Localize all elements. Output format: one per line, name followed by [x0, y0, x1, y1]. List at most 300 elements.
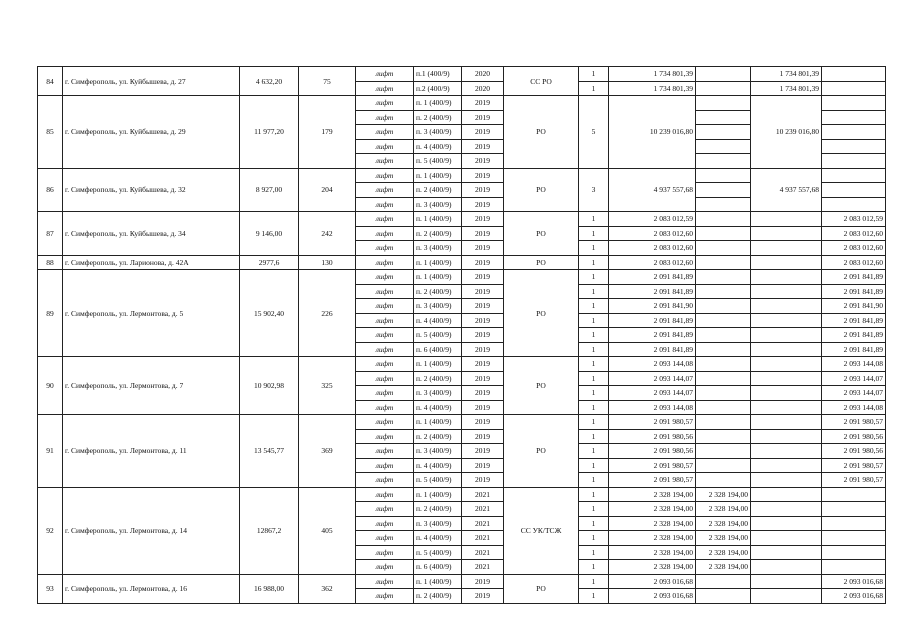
work-type: лифт: [356, 357, 414, 372]
cost-2021: 2 093 016,68: [822, 574, 886, 589]
funding-source: СС РО: [504, 67, 579, 96]
quantity: 1: [579, 226, 609, 241]
year: 2019: [462, 255, 504, 270]
year: 2019: [462, 400, 504, 415]
address: г. Симферополь, ул. Лермонтова, д. 14: [63, 487, 240, 574]
empty-cell: [751, 531, 822, 546]
year: 2019: [462, 197, 504, 212]
year: 2019: [462, 313, 504, 328]
empty-cell: [696, 574, 751, 589]
cost: 2 091 980,57: [609, 415, 696, 430]
quantity: 1: [579, 371, 609, 386]
empty-cell: [696, 67, 751, 82]
empty-cell: [751, 270, 822, 285]
area: 15 902,40: [240, 270, 299, 357]
quantity: 1: [579, 444, 609, 459]
year: 2019: [462, 429, 504, 444]
cost-2021: 2 091 841,89: [822, 313, 886, 328]
empty-cell: [822, 110, 886, 125]
work-type: лифт: [356, 371, 414, 386]
cost-2021: 2 091 841,89: [822, 342, 886, 357]
empty-cell: [751, 415, 822, 430]
work-type: лифт: [356, 81, 414, 96]
entrance: п. 5 (400/9): [414, 473, 462, 488]
empty-cell: [696, 139, 751, 154]
empty-cell: [696, 197, 751, 212]
year: 2021: [462, 487, 504, 502]
address: г. Симферополь, ул. Лермонтова, д. 16: [63, 574, 240, 603]
year: 2019: [462, 444, 504, 459]
empty-cell: [751, 560, 822, 575]
residents: 325: [299, 357, 356, 415]
work-type: лифт: [356, 125, 414, 140]
work-type: лифт: [356, 487, 414, 502]
table-row: [38, 574, 886, 589]
work-type: лифт: [356, 560, 414, 575]
empty-cell: [822, 560, 886, 575]
year: 2019: [462, 299, 504, 314]
work-type: лифт: [356, 139, 414, 154]
entrance: п. 4 (400/9): [414, 400, 462, 415]
cost-2021: 2 093 144,08: [822, 400, 886, 415]
cost: 2 093 144,07: [609, 386, 696, 401]
quantity: 1: [579, 386, 609, 401]
year: 2019: [462, 574, 504, 589]
work-type: лифт: [356, 299, 414, 314]
empty-cell: [751, 516, 822, 531]
cost-2021: 2 083 012,60: [822, 241, 886, 256]
cost: 2 091 980,57: [609, 458, 696, 473]
empty-cell: [696, 270, 751, 285]
cost: 2 091 841,89: [609, 313, 696, 328]
quantity: 1: [579, 212, 609, 227]
cost: 2 091 980,57: [609, 473, 696, 488]
funding-source: РО: [504, 415, 579, 488]
quantity: 1: [579, 589, 609, 604]
residents: 405: [299, 487, 356, 574]
area: 4 632,20: [240, 67, 299, 96]
empty-cell: [751, 386, 822, 401]
year: 2019: [462, 139, 504, 154]
entrance: п. 3 (400/9): [414, 197, 462, 212]
empty-cell: [751, 313, 822, 328]
row-number: 93: [38, 574, 63, 603]
work-type: лифт: [356, 328, 414, 343]
address: г. Симферополь, ул. Ларионова, д. 42А: [63, 255, 240, 270]
entrance: п. 5 (400/9): [414, 545, 462, 560]
cost: 2 091 841,89: [609, 328, 696, 343]
address: г. Симферополь, ул. Лермонтова, д. 11: [63, 415, 240, 488]
empty-cell: [822, 502, 886, 517]
empty-cell: [696, 357, 751, 372]
address: г. Симферополь, ул. Куйбышева, д. 27: [63, 67, 240, 96]
empty-cell: [751, 589, 822, 604]
year: 2019: [462, 110, 504, 125]
empty-cell: [751, 284, 822, 299]
empty-cell: [696, 168, 751, 183]
cost-2021: 2 083 012,60: [822, 226, 886, 241]
residents: 242: [299, 212, 356, 256]
year: 2019: [462, 589, 504, 604]
entrance: п. 6 (400/9): [414, 342, 462, 357]
entrance: п. 1 (400/9): [414, 212, 462, 227]
cost: 2 091 841,89: [609, 342, 696, 357]
empty-cell: [822, 154, 886, 169]
address: г. Симферополь, ул. Лермонтова, д. 7: [63, 357, 240, 415]
year: 2019: [462, 168, 504, 183]
funding-source: РО: [504, 212, 579, 256]
cost: 2 093 144,07: [609, 371, 696, 386]
quantity: 1: [579, 531, 609, 546]
quantity: 1: [579, 299, 609, 314]
entrance: п. 2 (400/9): [414, 183, 462, 198]
empty-cell: [696, 255, 751, 270]
empty-cell: [822, 197, 886, 212]
empty-cell: [696, 429, 751, 444]
entrance: п. 1 (400/9): [414, 487, 462, 502]
work-type: лифт: [356, 270, 414, 285]
empty-cell: [751, 444, 822, 459]
cost-2021: 2 091 980,56: [822, 429, 886, 444]
cost-2021: 2 093 144,07: [822, 386, 886, 401]
empty-cell: [751, 241, 822, 256]
cost-2021: 2 091 841,89: [822, 284, 886, 299]
cost-2021: 2 093 144,08: [822, 357, 886, 372]
cost-2020: 1 734 801,39: [751, 81, 822, 96]
quantity: 1: [579, 502, 609, 517]
entrance: п. 3 (400/9): [414, 386, 462, 401]
cost: 10 239 016,80: [609, 96, 696, 169]
year: 2019: [462, 342, 504, 357]
work-type: лифт: [356, 313, 414, 328]
empty-cell: [822, 183, 886, 198]
empty-cell: [696, 473, 751, 488]
year: 2021: [462, 560, 504, 575]
year: 2019: [462, 212, 504, 227]
empty-cell: [696, 241, 751, 256]
cost-2021: 2 093 144,07: [822, 371, 886, 386]
work-type: лифт: [356, 502, 414, 517]
year: 2020: [462, 81, 504, 96]
area: 8 927,00: [240, 168, 299, 212]
cost: 2 328 194,00: [609, 560, 696, 575]
quantity: 1: [579, 574, 609, 589]
quantity: 1: [579, 81, 609, 96]
table-row: [38, 168, 886, 183]
work-type: лифт: [356, 183, 414, 198]
empty-cell: [751, 371, 822, 386]
empty-cell: [696, 342, 751, 357]
entrance: п. 1 (400/9): [414, 255, 462, 270]
work-type: лифт: [356, 429, 414, 444]
cost-2021: 2 091 980,57: [822, 458, 886, 473]
entrance: п.1 (400/9): [414, 67, 462, 82]
empty-cell: [751, 502, 822, 517]
entrance: п. 1 (400/9): [414, 574, 462, 589]
empty-cell: [696, 110, 751, 125]
cost: 2 328 194,00: [609, 545, 696, 560]
entrance: п. 4 (400/9): [414, 531, 462, 546]
quantity: 1: [579, 270, 609, 285]
funding-source: РО: [504, 168, 579, 212]
cost: 2 091 841,89: [609, 270, 696, 285]
entrance: п. 4 (400/9): [414, 313, 462, 328]
quantity: 1: [579, 313, 609, 328]
table-row: [38, 96, 886, 111]
cost-2020: 1 734 801,39: [751, 67, 822, 82]
cost: 2 091 841,90: [609, 299, 696, 314]
empty-cell: [696, 444, 751, 459]
quantity: 1: [579, 516, 609, 531]
quantity: 5: [579, 96, 609, 169]
cost: 2 328 194,00: [609, 531, 696, 546]
year: 2019: [462, 154, 504, 169]
empty-cell: [696, 212, 751, 227]
cost-2021: 2 091 980,56: [822, 444, 886, 459]
work-type: лифт: [356, 458, 414, 473]
empty-cell: [696, 458, 751, 473]
quantity: 1: [579, 560, 609, 575]
entrance: п. 1 (400/9): [414, 415, 462, 430]
cost: 1 734 801,39: [609, 81, 696, 96]
cost: 2 091 980,56: [609, 444, 696, 459]
row-number: 86: [38, 168, 63, 212]
entrance: п. 3 (400/9): [414, 241, 462, 256]
residents: 179: [299, 96, 356, 169]
cost-2021: 2 091 980,57: [822, 415, 886, 430]
area: 16 988,00: [240, 574, 299, 603]
work-type: лифт: [356, 545, 414, 560]
cost: 1 734 801,39: [609, 67, 696, 82]
empty-cell: [751, 473, 822, 488]
row-number: 89: [38, 270, 63, 357]
cost-2020: 2 328 194,00: [696, 545, 751, 560]
empty-cell: [751, 574, 822, 589]
funding-source: РО: [504, 357, 579, 415]
cost-2021: 2 091 980,57: [822, 473, 886, 488]
cost-2020: 2 328 194,00: [696, 487, 751, 502]
entrance: п. 2 (400/9): [414, 429, 462, 444]
cost: 2 083 012,60: [609, 255, 696, 270]
work-type: лифт: [356, 531, 414, 546]
row-number: 90: [38, 357, 63, 415]
work-type: лифт: [356, 96, 414, 111]
cost: 2 328 194,00: [609, 502, 696, 517]
cost-2020: 2 328 194,00: [696, 560, 751, 575]
entrance: п. 2 (400/9): [414, 284, 462, 299]
work-type: лифт: [356, 226, 414, 241]
entrance: п. 3 (400/9): [414, 516, 462, 531]
empty-cell: [822, 96, 886, 111]
entrance: п. 2 (400/9): [414, 226, 462, 241]
cost: 2 093 016,68: [609, 589, 696, 604]
address: г. Симферополь, ул. Куйбышева, д. 29: [63, 96, 240, 169]
work-type: лифт: [356, 168, 414, 183]
year: 2019: [462, 241, 504, 256]
empty-cell: [696, 313, 751, 328]
empty-cell: [696, 183, 751, 198]
work-type: лифт: [356, 400, 414, 415]
empty-cell: [751, 328, 822, 343]
cost-2021: 2 083 012,59: [822, 212, 886, 227]
area: 9 146,00: [240, 212, 299, 256]
year: 2021: [462, 502, 504, 517]
cost: 4 937 557,68: [609, 168, 696, 212]
empty-cell: [751, 400, 822, 415]
year: 2020: [462, 67, 504, 82]
empty-cell: [822, 168, 886, 183]
cost-2021: 2 091 841,90: [822, 299, 886, 314]
cost: 2 093 144,08: [609, 357, 696, 372]
area: 2977,6: [240, 255, 299, 270]
entrance: п. 3 (400/9): [414, 125, 462, 140]
empty-cell: [822, 139, 886, 154]
cost: 2 093 016,68: [609, 574, 696, 589]
empty-cell: [822, 531, 886, 546]
year: 2019: [462, 473, 504, 488]
cost: 2 091 980,56: [609, 429, 696, 444]
empty-cell: [822, 81, 886, 96]
table-row: [38, 487, 886, 502]
residents: 369: [299, 415, 356, 488]
entrance: п. 2 (400/9): [414, 589, 462, 604]
year: 2019: [462, 183, 504, 198]
cost: 2 093 144,08: [609, 400, 696, 415]
funding-source: РО: [504, 270, 579, 357]
row-number: 87: [38, 212, 63, 256]
address: г. Симферополь, ул. Лермонтова, д. 5: [63, 270, 240, 357]
row-number: 84: [38, 67, 63, 96]
quantity: 1: [579, 487, 609, 502]
table-row: [38, 255, 886, 270]
empty-cell: [822, 545, 886, 560]
year: 2019: [462, 328, 504, 343]
table-row: [38, 357, 886, 372]
entrance: п. 1 (400/9): [414, 168, 462, 183]
empty-cell: [751, 545, 822, 560]
cost-2021: 2 091 841,89: [822, 328, 886, 343]
empty-cell: [822, 67, 886, 82]
cost: 2 083 012,60: [609, 241, 696, 256]
entrance: п. 6 (400/9): [414, 560, 462, 575]
work-type: лифт: [356, 415, 414, 430]
empty-cell: [751, 429, 822, 444]
cost-2020: 4 937 557,68: [751, 168, 822, 212]
empty-cell: [751, 212, 822, 227]
empty-cell: [751, 226, 822, 241]
cost-2021: 2 093 016,68: [822, 589, 886, 604]
empty-cell: [696, 81, 751, 96]
residents: 130: [299, 255, 356, 270]
work-type: лифт: [356, 574, 414, 589]
empty-cell: [696, 154, 751, 169]
entrance: п. 1 (400/9): [414, 357, 462, 372]
quantity: 1: [579, 284, 609, 299]
quantity: 1: [579, 458, 609, 473]
cost: 2 083 012,60: [609, 226, 696, 241]
entrance: п. 3 (400/9): [414, 299, 462, 314]
work-type: лифт: [356, 284, 414, 299]
entrance: п. 1 (400/9): [414, 270, 462, 285]
row-number: 88: [38, 255, 63, 270]
quantity: 3: [579, 168, 609, 212]
funding-source: РО: [504, 96, 579, 169]
entrance: п.2 (400/9): [414, 81, 462, 96]
quantity: 1: [579, 357, 609, 372]
entrance: п. 2 (400/9): [414, 502, 462, 517]
empty-cell: [696, 328, 751, 343]
empty-cell: [822, 516, 886, 531]
entrance: п. 4 (400/9): [414, 139, 462, 154]
work-type: лифт: [356, 110, 414, 125]
year: 2021: [462, 531, 504, 546]
quantity: 1: [579, 241, 609, 256]
area: 11 977,20: [240, 96, 299, 169]
table-row: [38, 212, 886, 227]
area: 12867,2: [240, 487, 299, 574]
work-type: лифт: [356, 516, 414, 531]
quantity: 1: [579, 67, 609, 82]
year: 2021: [462, 516, 504, 531]
empty-cell: [696, 415, 751, 430]
cost: 2 091 841,89: [609, 284, 696, 299]
cost-2020: 2 328 194,00: [696, 516, 751, 531]
empty-cell: [696, 125, 751, 140]
cost-2021: 2 083 012,60: [822, 255, 886, 270]
work-type: лифт: [356, 342, 414, 357]
work-type: лифт: [356, 154, 414, 169]
table-row: [38, 67, 886, 82]
year: 2019: [462, 415, 504, 430]
year: 2019: [462, 96, 504, 111]
work-type: лифт: [356, 212, 414, 227]
year: 2019: [462, 125, 504, 140]
quantity: 1: [579, 328, 609, 343]
cost-2020: 2 328 194,00: [696, 502, 751, 517]
table-row: [38, 270, 886, 285]
area: 13 545,77: [240, 415, 299, 488]
work-type: лифт: [356, 67, 414, 82]
year: 2019: [462, 386, 504, 401]
work-type: лифт: [356, 241, 414, 256]
work-type: лифт: [356, 255, 414, 270]
quantity: 1: [579, 255, 609, 270]
funding-source: СС УК/ТСЖ: [504, 487, 579, 574]
row-number: 92: [38, 487, 63, 574]
empty-cell: [751, 299, 822, 314]
area: 10 902,98: [240, 357, 299, 415]
cost-2020: 10 239 016,80: [751, 96, 822, 169]
address: г. Симферополь, ул. Куйбышева, д. 34: [63, 212, 240, 256]
residents: 204: [299, 168, 356, 212]
quantity: 1: [579, 400, 609, 415]
row-number: 85: [38, 96, 63, 169]
empty-cell: [696, 371, 751, 386]
cost-2020: 2 328 194,00: [696, 531, 751, 546]
residents: 226: [299, 270, 356, 357]
work-type: лифт: [356, 589, 414, 604]
quantity: 1: [579, 415, 609, 430]
work-type: лифт: [356, 197, 414, 212]
year: 2019: [462, 226, 504, 241]
quantity: 1: [579, 545, 609, 560]
empty-cell: [751, 255, 822, 270]
cost: 2 328 194,00: [609, 516, 696, 531]
quantity: 1: [579, 342, 609, 357]
table-row: [38, 415, 886, 430]
funding-source: РО: [504, 255, 579, 270]
empty-cell: [696, 589, 751, 604]
